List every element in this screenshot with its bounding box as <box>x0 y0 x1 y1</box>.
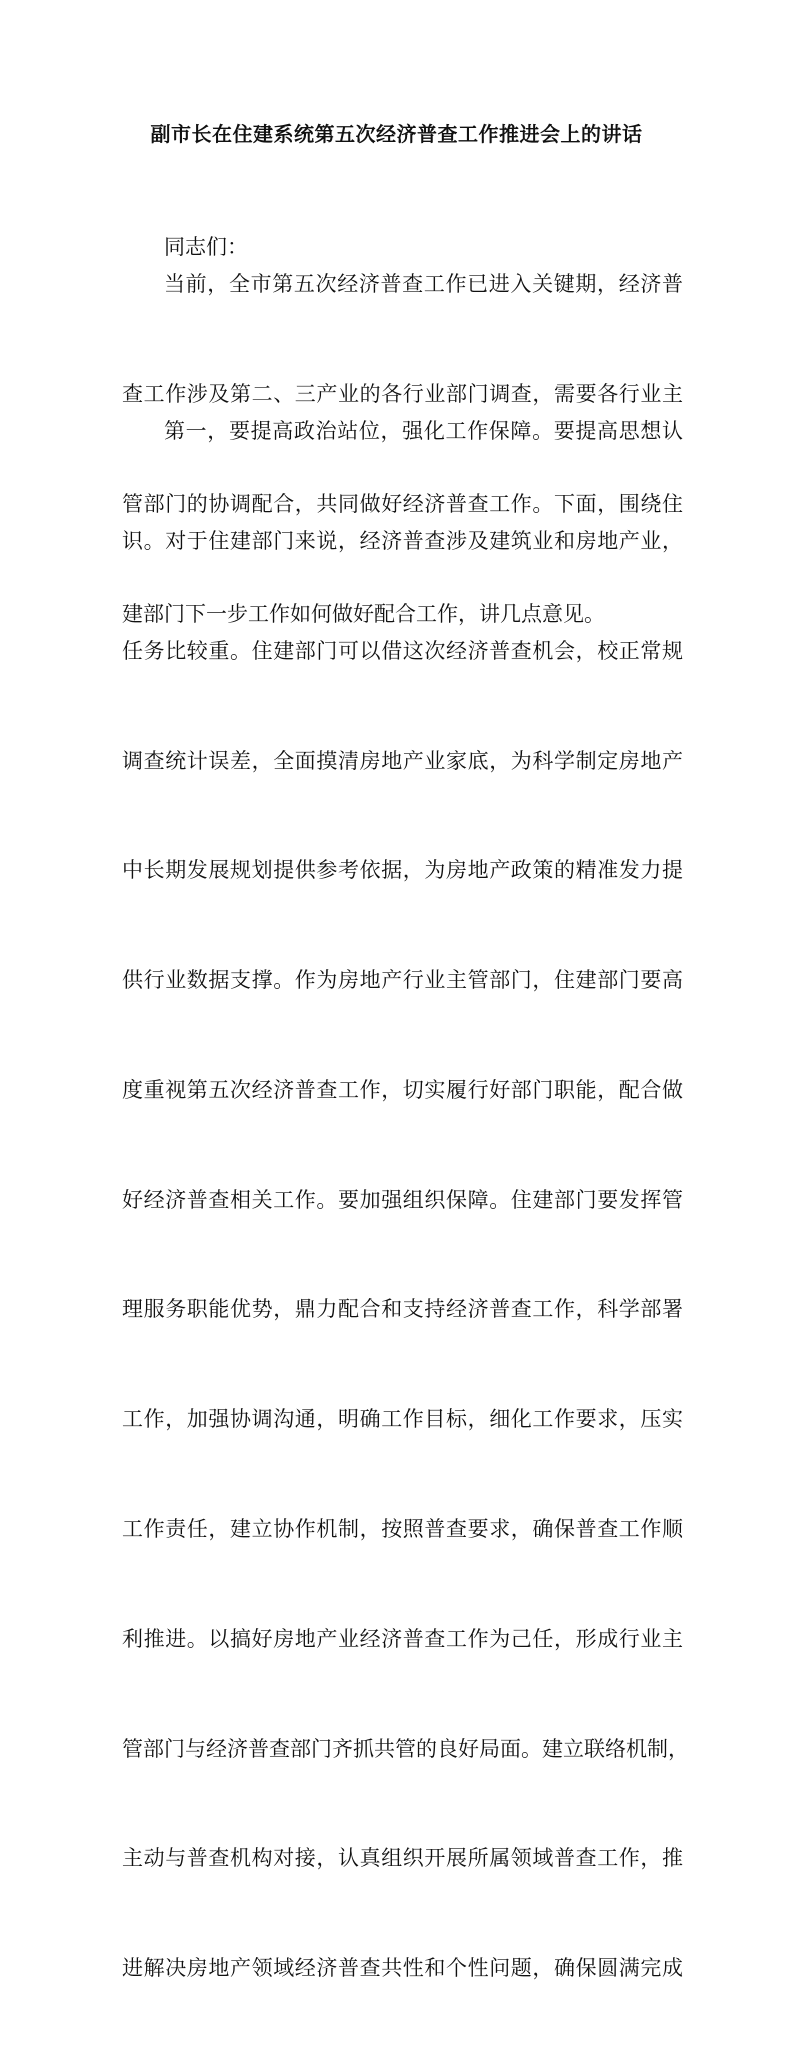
paragraph-line: 建部门下一步工作如何做好配合工作，讲几点意见。 <box>122 601 605 626</box>
paragraph-line: 理服务职能优势，鼎力配合和支持经济普查工作，科学部署 <box>122 1297 683 1322</box>
document-title: 副市长在住建系统第五次经济普查工作推进会上的讲话 <box>150 122 643 146</box>
paragraph-line: 工作，加强协调沟通，明确工作目标，细化工作要求，压实 <box>122 1407 683 1432</box>
paragraph-line: 中长期发展规划提供参考依据，为房地产政策的精准发力提 <box>122 858 683 883</box>
paragraph-line: 度重视第五次经济普查工作，切实履行好部门职能，配合做 <box>122 1077 683 1102</box>
paragraph-line: 查工作涉及第二、三产业的各行业部门调查，需要各行业主 <box>122 381 683 406</box>
paragraph-line: 识。对于住建部门来说，经济普查涉及建筑业和房地产业， <box>122 528 683 553</box>
paragraph-line: 第一，要提高政治站位，强化工作保障。要提高思想认 <box>164 419 683 444</box>
paragraph-2 <box>122 340 689 2060</box>
paragraph-line: 任务比较重。住建部门可以借这次经济普查机会，校正常规 <box>122 638 683 663</box>
paragraph-line: 好经济普查相关工作。要加强组织保障。住建部门要发挥管 <box>122 1187 683 1212</box>
paragraph-line: 进解决房地产领域经济普查共性和个性问题，确保圆满完成 <box>122 1956 683 1981</box>
paragraph-line: 管部门与经济普查部门齐抓共管的良好局面。建立联络机制， <box>122 1736 689 1761</box>
paragraph-line: 当前，全市第五次经济普查工作已进入关键期，经济普 <box>164 272 683 297</box>
greeting-line: 同志们： <box>164 235 248 260</box>
paragraph-line: 调查统计误差，全面摸清房地产业家底，为科学制定房地产 <box>122 748 683 773</box>
paragraph-line: 工作责任，建立协作机制，按照普查要求，确保普查工作顺 <box>122 1517 683 1541</box>
paragraph-line: 管部门的协调配合，共同做好经济普查工作。下面，围绕住 <box>122 491 683 516</box>
paragraph-line: 主动与普查机构对接，认真组织开展所属领域普查工作，推 <box>122 1846 683 1871</box>
paragraph-line: 供行业数据支撑。作为房地产行业主管部门，住建部门要高 <box>122 968 683 993</box>
paragraph-line: 利推进。以搞好房地产业经济普查工作为己任，形成行业主 <box>122 1626 683 1651</box>
